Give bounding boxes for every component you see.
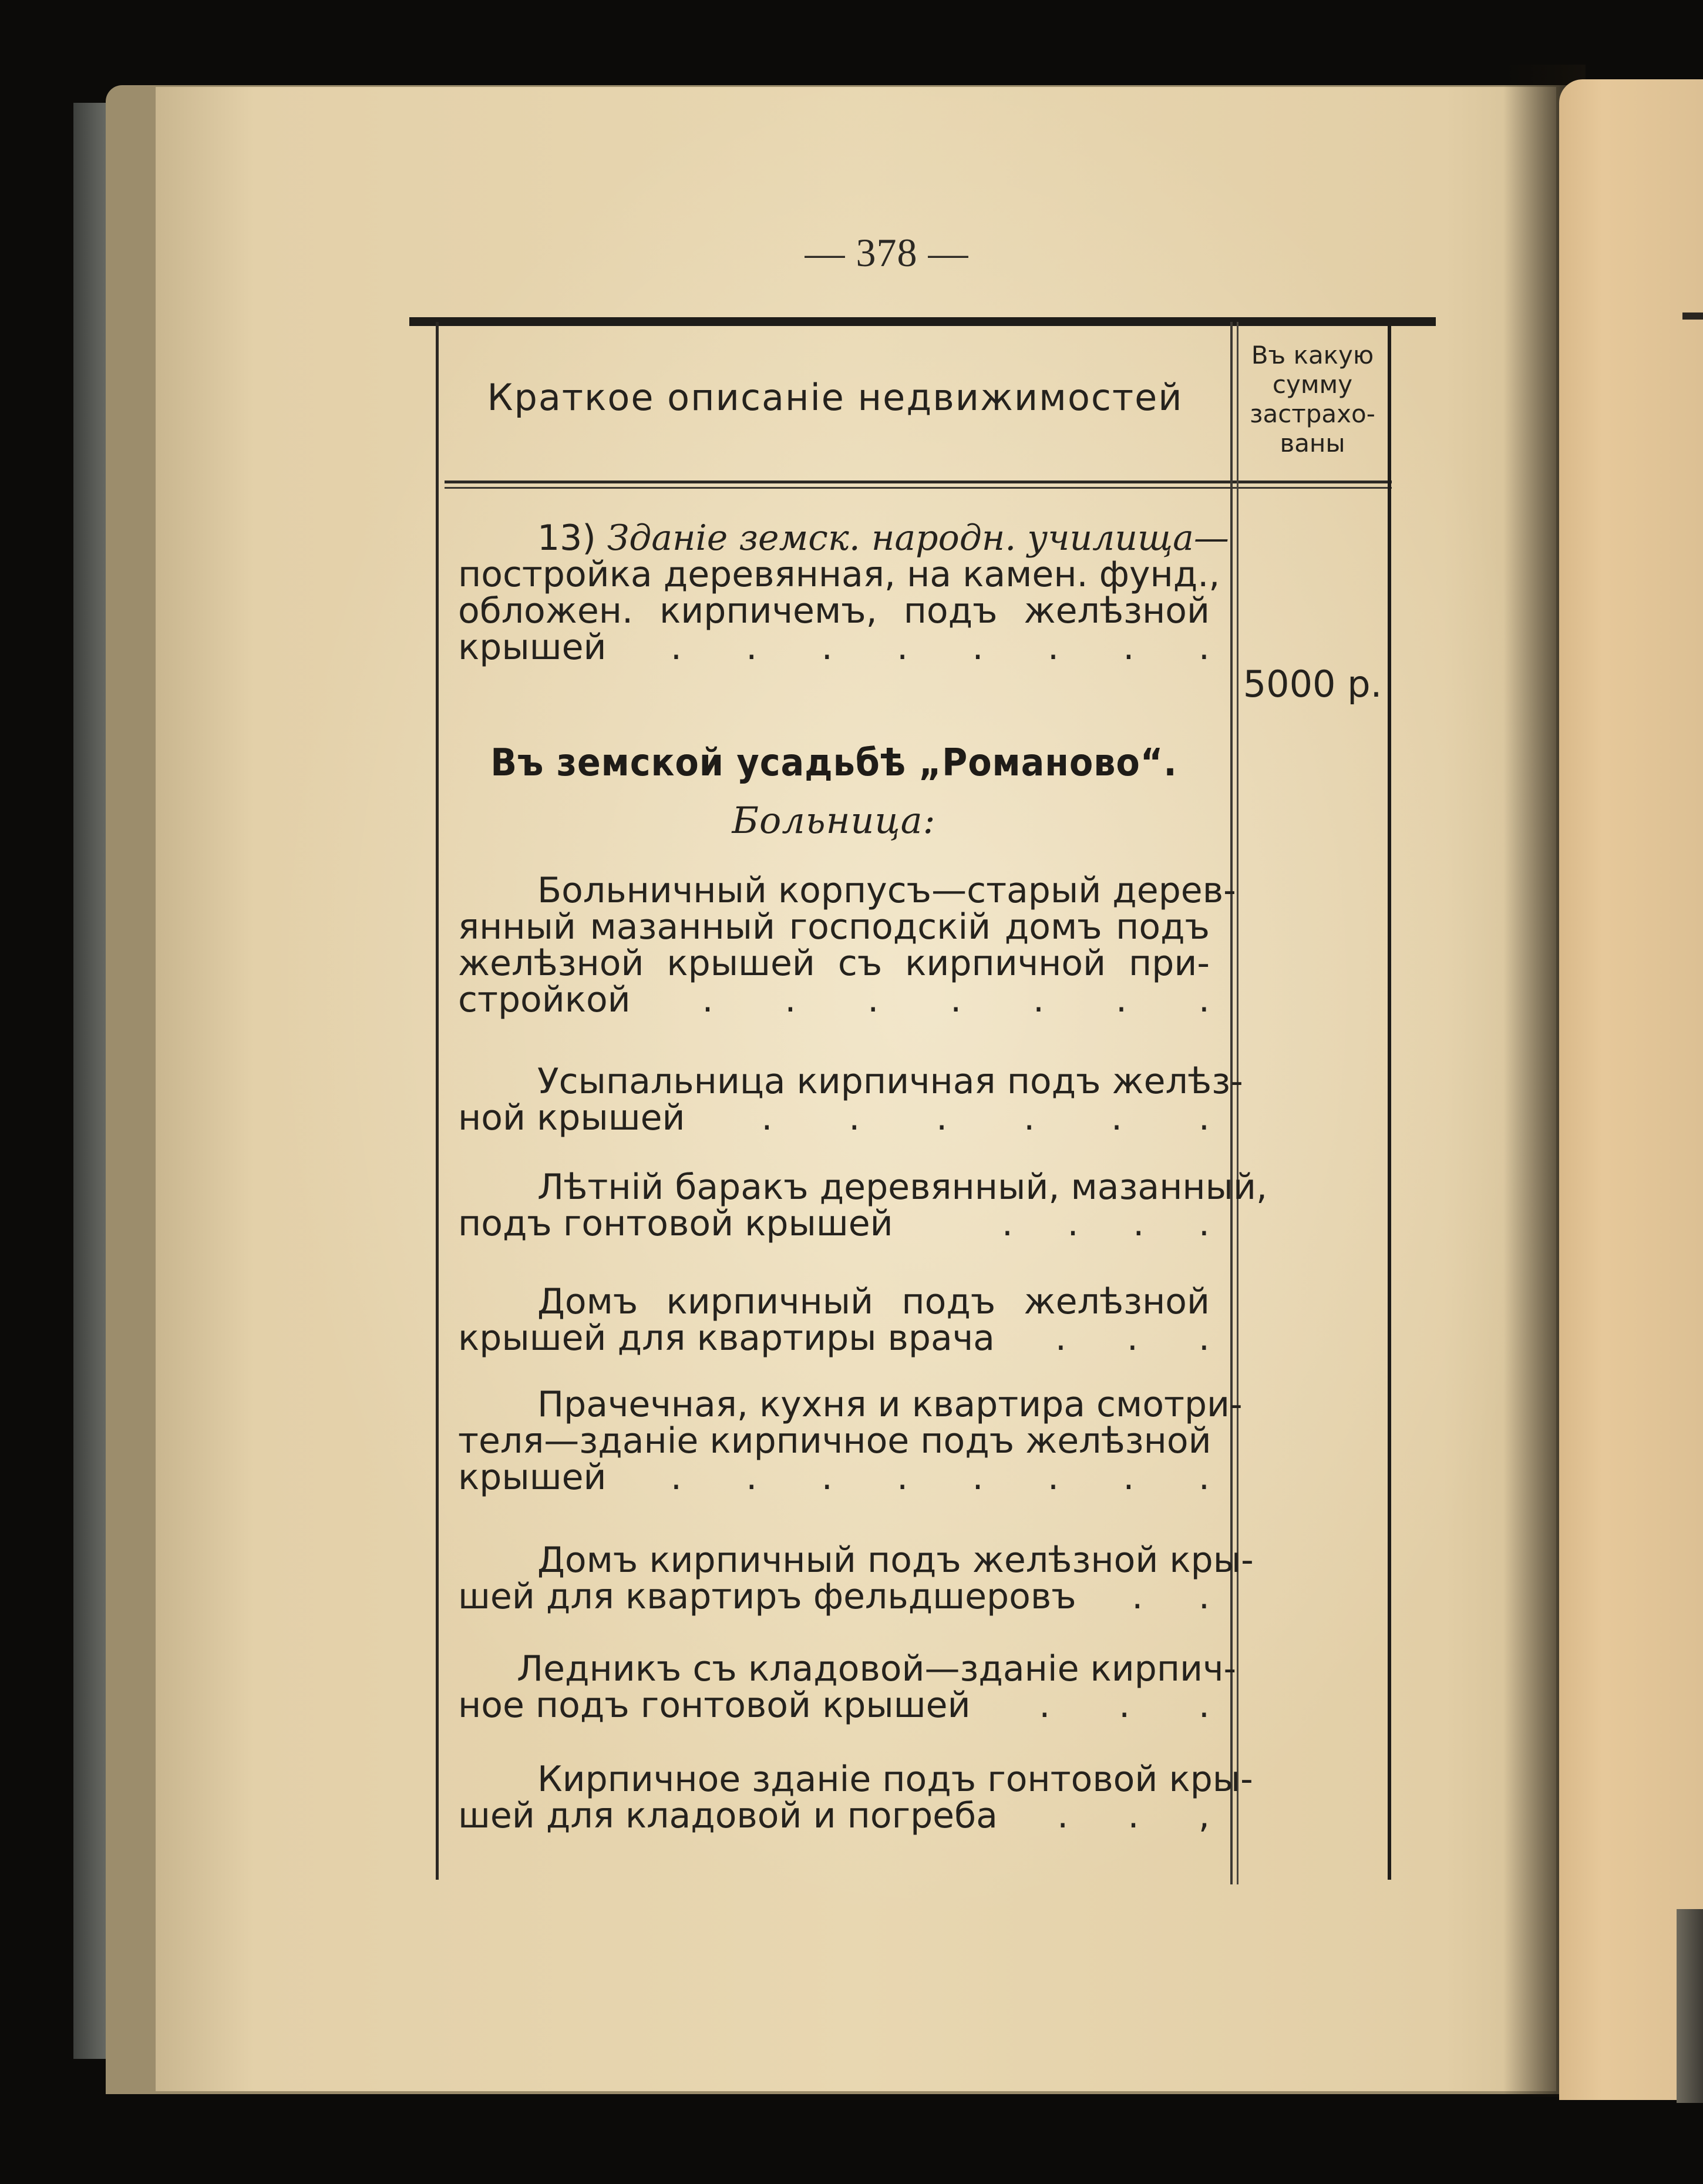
table-column-divider-secondary	[1237, 322, 1238, 1884]
entry-line: обложен. кирпичемъ, подъ желѣзной	[458, 590, 1210, 631]
entry-13	[458, 518, 1229, 668]
entry-line: шей для квартиръ фельдшеровъ	[458, 1576, 1076, 1617]
entry-line: крышей	[458, 1457, 607, 1498]
section-subheading: Больница:	[732, 799, 936, 842]
entry-line: Домъ кирпичный подъ желѣзной кры-	[537, 1540, 1254, 1581]
entry-line: теля—зданiе кирпичное подъ желѣзной	[458, 1420, 1211, 1461]
entry-13-amount: 5000 р.	[1243, 663, 1382, 705]
table-header-rule	[445, 481, 1392, 483]
entry-3	[458, 1167, 1268, 1244]
entry-13-title: Зданiе земск. народн. училища—	[607, 518, 1229, 559]
entry-line-with-leader: ное подъ гонтовой крышей . . .	[458, 1685, 1210, 1726]
table-top-rule	[409, 317, 1436, 326]
entry-line: Прачечная, кухня и квартира смотри-	[537, 1384, 1243, 1425]
entry-line: Ледникъ съ кладовой—зданiе кирпич-	[517, 1648, 1237, 1689]
entry-line: ное подъ гонтовой крышей	[458, 1685, 971, 1726]
page-number: — 378 —	[805, 230, 969, 275]
entry-line-with-leader: шей для кладовой и погреба . . ,	[458, 1795, 1210, 1836]
section-heading: Въ земской усадьбѣ „Романово“.	[490, 741, 1177, 785]
entry-line: стройкой	[458, 979, 631, 1020]
entry-line: Больничный корпусъ—старый дерев-	[537, 870, 1236, 911]
entry-13-number: 13)	[537, 518, 596, 559]
column-header-sum	[1239, 341, 1386, 458]
entry-line: Домъ кирпичный подъ желѣзной	[537, 1281, 1210, 1322]
entry-line-with-leader: крышей . . . . . . . .	[458, 1457, 1210, 1498]
column-header-description: Краткое описанiе недвижимостей	[487, 376, 1183, 419]
entry-line: янный мазанный господскiй домъ подъ	[458, 906, 1210, 947]
column-header-sum-line: ваны	[1280, 429, 1345, 458]
entry-line: Кирпичное зданiе подъ гонтовой кры-	[537, 1759, 1253, 1800]
entry-13-title-line	[458, 518, 1229, 559]
entry-line: крышей	[458, 627, 607, 668]
entry-line: Лѣтнiй баракъ деревянный, мазанный,	[537, 1167, 1268, 1208]
entry-line: подъ гонтовой крышей	[458, 1203, 893, 1244]
entry-line-with-leader: подъ гонтовой крышей . . . .	[458, 1203, 1210, 1244]
entry-4	[458, 1281, 1210, 1359]
table-header-rule-secondary	[445, 487, 1392, 489]
entry-line-with-leader: шей для квартиръ фельдшеровъ . .	[458, 1576, 1210, 1617]
entry-1	[458, 870, 1236, 1020]
column-header-sum-line: сумму	[1272, 370, 1353, 399]
facing-page-edge	[1677, 1909, 1703, 2103]
entry-5	[458, 1384, 1243, 1498]
entry-line-with-leader: крышей . . . . . . . .	[458, 627, 1210, 668]
entry-line: ной крышей	[458, 1097, 685, 1138]
entry-8	[458, 1759, 1253, 1836]
entry-line: Усыпальница кирпичная подъ желѣз-	[537, 1061, 1243, 1102]
column-header-sum-line: Въ какую	[1251, 341, 1374, 369]
entry-line-with-leader: стройкой . . . . . . .	[458, 979, 1210, 1020]
entry-7	[458, 1648, 1237, 1726]
facing-page-rule	[1682, 313, 1703, 320]
entry-line: желѣзной крышей съ кирпичной при-	[458, 943, 1210, 984]
entry-line: постройка деревянная, на камен. фунд.,	[458, 554, 1220, 595]
entry-line-with-leader: крышей для квартиры врача . . .	[458, 1318, 1210, 1359]
entry-2	[458, 1061, 1243, 1138]
entry-line: крышей для квартиры врача	[458, 1318, 995, 1359]
column-header-sum-line: застрахо-	[1250, 399, 1375, 428]
table-right-border	[1388, 322, 1391, 1880]
entry-6	[458, 1540, 1254, 1617]
facing-page	[1559, 79, 1703, 2100]
entry-line: шей для кладовой и погреба	[458, 1795, 998, 1836]
table-left-border	[436, 322, 439, 1880]
entry-line-with-leader: ной крышей . . . . . .	[458, 1097, 1210, 1138]
